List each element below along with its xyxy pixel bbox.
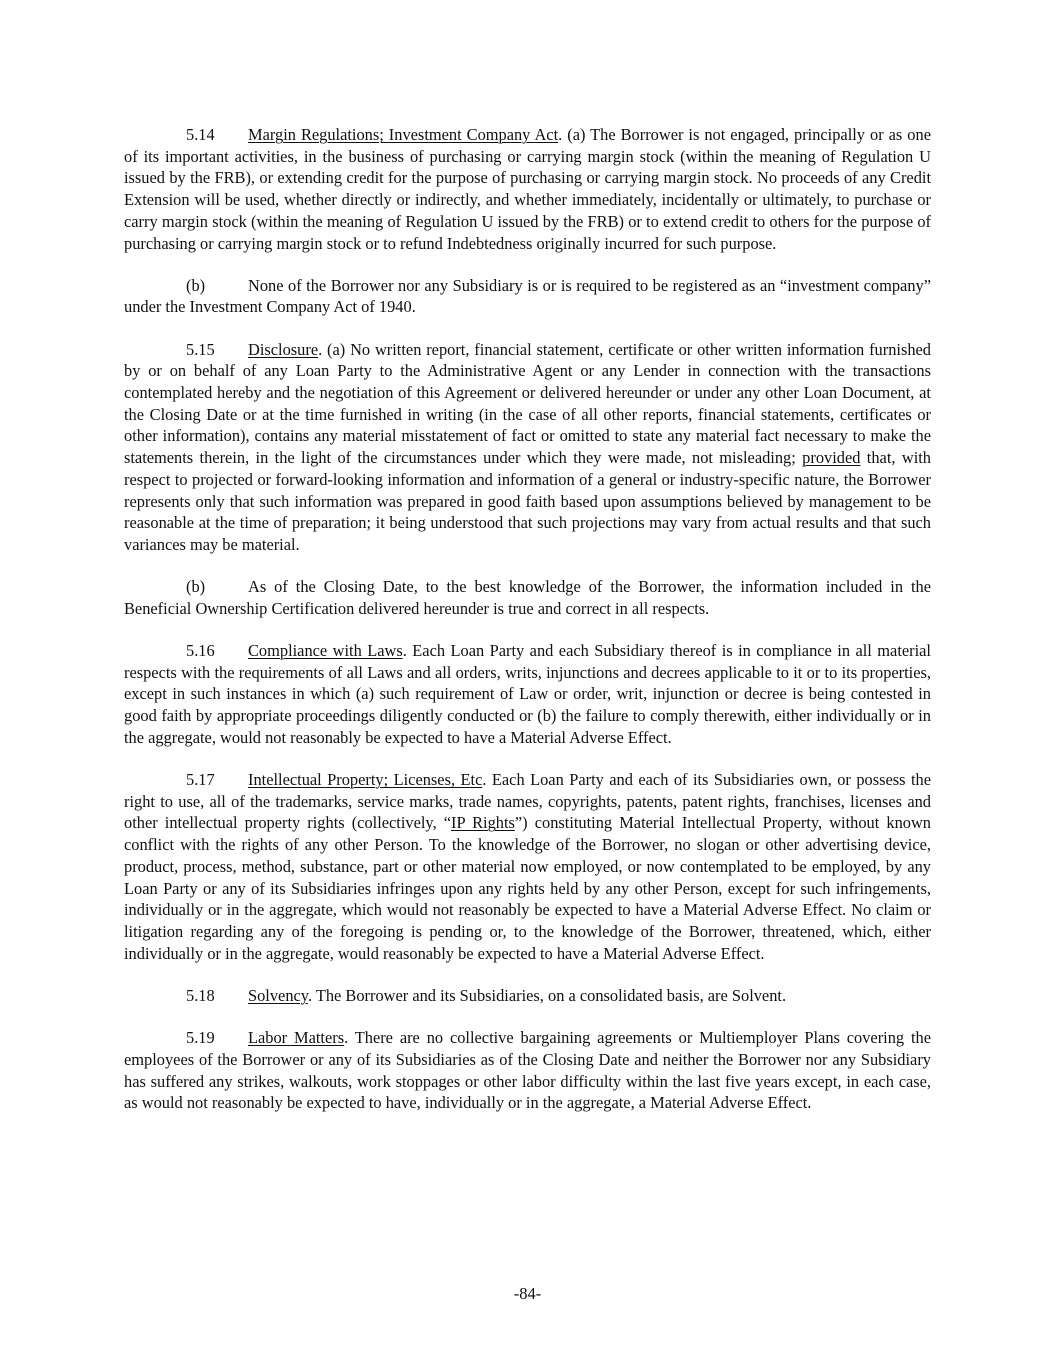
subsection-label: (b): [186, 577, 206, 597]
section-5-15: [124, 339, 931, 556]
section-text: . (a) The Borrower is not engaged, principally or as one of its important activities, in the business of purchasing or carrying margin stock (within the meaning of Regulation U issued by the FRB), or extending credit for the purpose of purchasing or carrying margin stock. No proceeds of any Credit Extension will be used, whether directly or indirectly, and whether immediately, incidentally or ultimately, to purchase or carry margin stock (within the meaning of Regulation U issued by the FRB) or to extend credit to others for the purpose of purchasing or carrying margin stock or to refund Indebtedness originally incurred for such purpose.: [124, 125, 931, 253]
section-number: 5.17: [186, 770, 215, 790]
section-heading: Disclosure: [248, 339, 319, 359]
section-text-continued: that, with respect to projected or forward-looking information and information of a general or industry-specific nature, the Borrower represents only that such information was prepared in good faith based upon assumptions believed by management to be reasonable at the time of preparation; it being understood that such projections may vary from actual results and that such variances may be material.: [124, 448, 931, 554]
section-text: . Each Loan Party and each of its Subsidiaries own, or possess the right to use, all of the trademarks, service marks, trade names, copyrights, patents, patent rights, franchises, licenses and other intellectual property rights (collectively, “: [124, 770, 931, 833]
section-text: . There are no collective bargaining agreements or Multiemployer Plans covering the employees of the Borrower or any of its Subsidiaries as of the Closing Date and neither the Borrower nor any Subsidiary has suffered any strikes, walkouts, work stoppages or other labor difficulty within the last five years except, in each case, as would not reasonably be expected to have, individually or in the aggregate, a Material Adverse Effect.: [124, 1028, 931, 1113]
section-number: 5.15: [186, 339, 215, 359]
section-number: 5.19: [186, 1028, 215, 1048]
section-5-14-b: [124, 275, 931, 318]
section-5-17: [124, 769, 931, 964]
section-heading: Compliance with Laws: [248, 641, 403, 661]
section-text-continued: ”) constituting Material Intellectual Property, without known conflict with the rights of any other Person. To the knowledge of the Borrower, no slogan or other advertising device, product, process, method, substance, part or other material now employed, or now contemplated to be employed, by any Loan Party or any of its Subsidiaries infringes upon any rights held by any other Person, except for such infringements, individually or in the aggregate, which would not reasonably be expected to have a Material Adverse Effect. No claim or litigation regarding any of the foregoing is pending or, to the knowledge of the Borrower, threatened, which, either individually or in the aggregate, would reasonably be expected to have a Material Adverse Effect.: [124, 813, 932, 963]
section-heading: Labor Matters: [248, 1028, 345, 1048]
section-5-15-b: [124, 576, 931, 619]
section-5-14: [124, 124, 931, 254]
section-5-19: [124, 1027, 931, 1114]
section-text: . The Borrower and its Subsidiaries, on a consolidated basis, are Solvent.: [307, 985, 787, 1005]
defined-term-ip-rights: IP Rights: [451, 813, 515, 833]
provided-term: provided: [802, 448, 861, 468]
section-heading: Intellectual Property; Licenses, Etc: [248, 770, 483, 790]
subsection-label: (b): [186, 275, 206, 295]
section-heading: Margin Regulations; Investment Company Act: [248, 125, 559, 144]
section-text: None of the Borrower nor any Subsidiary is or is required to be registered as an “investment company” under the Investment Company Act of 1940.: [124, 275, 931, 317]
section-heading: Solvency: [248, 985, 308, 1005]
section-5-18: [124, 985, 931, 1007]
section-number: 5.18: [186, 985, 215, 1005]
page-number: -84-: [513, 1284, 542, 1303]
section-text: . Each Loan Party and each Subsidiary thereof is in compliance in all material respects with the requirements of all Laws and all orders, writs, injunctions and decrees applicable to it or to its properties, except in such instances in which (a) such requirement of Law or order, writ, injunction or decree is being contested in good faith by appropriate proceedings diligently conducted or (b) the failure to comply therewith, either individually or in the aggregate, would not reasonably be expected to have a Material Adverse Effect.: [124, 641, 931, 747]
section-number: 5.16: [186, 641, 215, 661]
document-page: [124, 124, 931, 1134]
section-5-16: [124, 640, 931, 749]
section-text: As of the Closing Date, to the best knowledge of the Borrower, the information included in the Beneficial Ownership Certification delivered hereunder is true and correct in all respects.: [124, 577, 931, 618]
section-number: 5.14: [186, 125, 215, 144]
section-text: . (a) No written report, financial statement, certificate or other written information furnished by or on behalf of any Loan Party to the Administrative Agent or any Lender in connection with the transactions contemplated hereby and the negotiation of this Agreement or delivered hereunder or under any other Loan Document, at the Closing Date or at the time furnished in writing (in the case of all other reports, financial statements, certificates or other information), contains any material misstatement of fact or omitted to state any material fact necessary to make the statements therein, in the light of the circumstances under which they were made, not misleading;: [124, 339, 931, 468]
